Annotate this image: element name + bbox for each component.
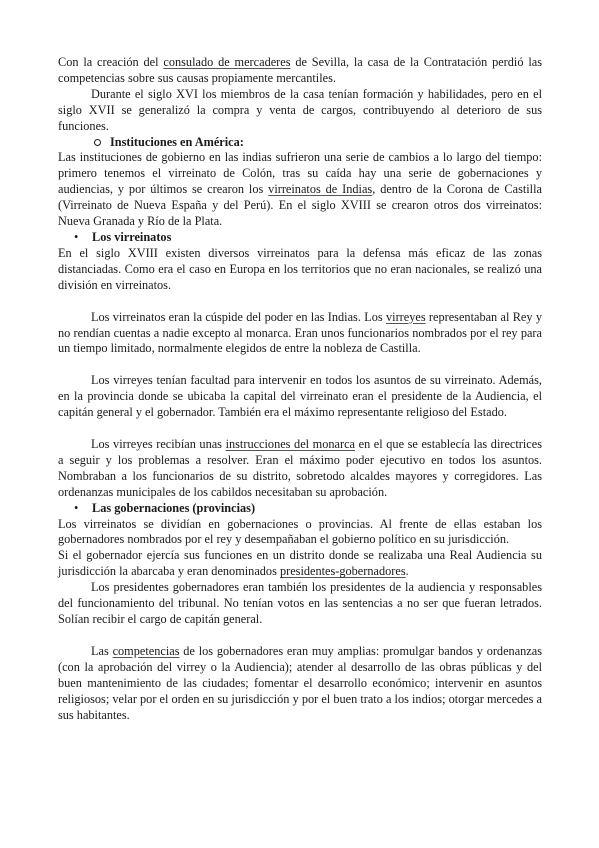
heading-text: Instituciones en América: [110,134,244,149]
text-run: representaban al Rey y no rendían cuentas a nadie excepto al monarca. Eran unos funcionarios nombrados por el rey para un tiempo limitado, normalmente elegidos de entre la nobleza de Castilla. [58,309,542,356]
text-run: de Sevilla, la casa de la Contratación perdió las competencias sobre sus causas propiamente mercantiles. [58,55,542,85]
paragraph-siglo-xvi: Durante el siglo XVI los miembros de la casa tenían formación y habilidades, pero en el siglo XVII se generalizó la compra y venta de cargos, contribuyendo al deterioro de sus funciones. [58,86,542,133]
paragraph-consulado [58,55,542,87]
text-run: , dentro de la Corona de Castilla (Virreinato de Nueva España y del Perú). En el siglo XVIII se crearon otros dos virreinatos: Nueva Granada y Río de la Plata. [58,182,542,229]
text-run: . [405,564,409,579]
paragraph-gobernaciones: Los virreinatos se dividían en gobernaciones o provincias. Al frente de ellas estaban los gobernadores nombrados por el rey y desempañaban el gobierno político en su jurisdicción. [58,516,542,547]
text-run: Con la creación del [58,55,164,69]
underlined-term: instrucciones del monarca [225,437,356,452]
bullet-icon: • [74,229,79,244]
text-run: Las [91,643,113,658]
underlined-term: consulado de mercaderes [163,55,291,69]
document-page [58,55,542,723]
underlined-term: virreyes [386,309,426,324]
paragraph-instrucciones [58,437,542,501]
heading-text: Los virreinatos [92,229,172,244]
underlined-term: competencias [112,643,180,658]
paragraph-virreinatos-intro: En el siglo XVIII existen diversos virreinatos para la defensa más eficaz de las zonas distanciadas. Como era el caso en Europa en los territorios que no eran nacionales, se realizó una división en virreinatos. [58,245,542,292]
paragraph-virreyes [58,310,542,358]
paragraph-presidentes-gobernadores [58,548,542,580]
section-heading-instituciones [58,135,542,151]
section-heading-gobernaciones [58,501,542,517]
text-run: en el que se establecía las directrices a seguir y los problemas a resolver. Eran el máximo poder ejecutivo en todos los asuntos. Nombraban a los funcionarios de su distrito, sobretodo alcaldes mayores y corregidores. Las ordenanzas municipales de los cabildos necesitaban su aprobación. [58,437,542,499]
bullet-icon: • [74,500,79,515]
circle-bullet-icon [94,139,101,146]
text-run: Si el gobernador ejercía sus funciones en un distrito donde se realizaba una Real Audiencia su jurisdicción la abarcaba y eran denominados [58,548,542,579]
text-run: de los gobernadores eran muy amplias: promulgar bandos y ordenanzas (con la aprobación del virrey o la Audiencia); atender al desarrollo de las obras públicas y del buen mantenimiento de las ciudades; fomentar el desarrollo económico; intervenir en asuntos religiosos; velar por el orden en su jurisdicción y por el buen trato a los indios; otorgar mercedes a sus habitantes. [58,643,542,722]
paragraph-facultades: Los virreyes tenían facultad para intervenir en todos los asuntos de su virreinato. Además, en la provincia donde se ubicaba la capital del virreinato eran el presidente de la Audiencia, el capitán general y el gobernador. También era el máximo representante religioso del Estado. [58,373,542,420]
paragraph-competencias [58,644,542,724]
section-heading-virreinatos [58,230,542,246]
underlined-term: virreinatos de Indias [268,182,373,197]
heading-text: Las gobernaciones (provincias) [92,500,256,515]
text-run: Las instituciones de gobierno en las indias sufrieron una serie de cambios a lo largo del tiempo: primero tenemos el virreinato de Colón, tras su caída hay una serie de gobernaciones y audiencias, y por últimos se crearon los [58,150,542,197]
paragraph-audiencia: Los presidentes gobernadores eran también los presidentes de la audiencia y responsables del funcionamiento del tribunal. No tenían votos en las sentencias a no ser que fueran letrados. Solían recibir el cargo de capitán general. [58,580,542,626]
text-run: Los virreyes recibían unas [91,437,226,452]
text-run: Los virreinatos eran la cúspide del poder en las Indias. Los [91,309,386,324]
underlined-term: presidentes-gobernadores [279,564,406,579]
paragraph-instituciones [58,150,542,230]
